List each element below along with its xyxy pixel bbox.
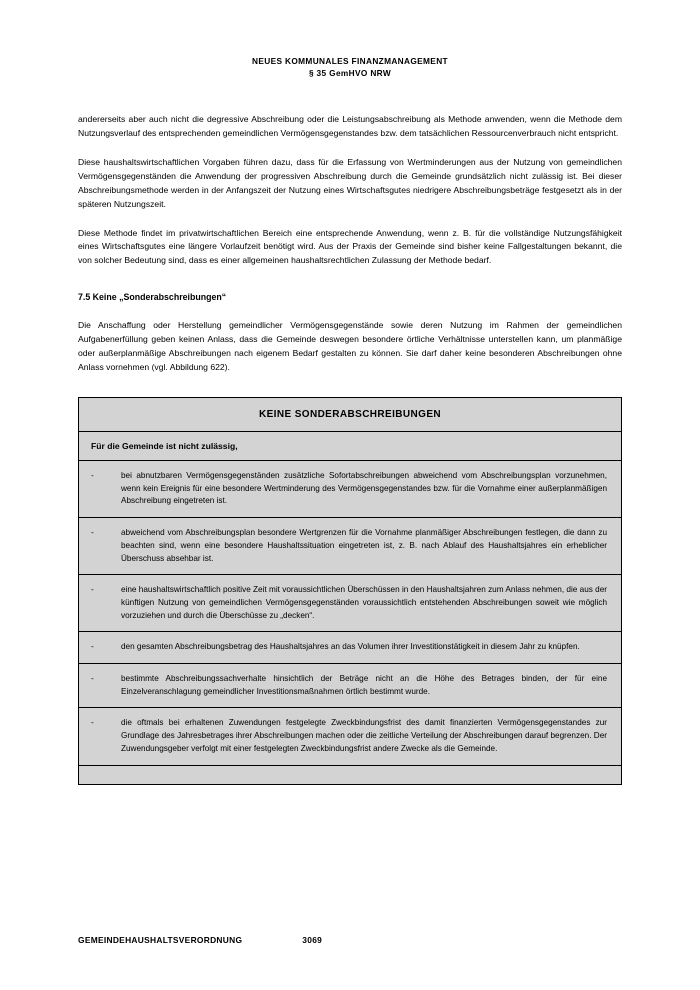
list-item <box>79 575 621 632</box>
figure-subtitle: Für die Gemeinde ist nicht zulässig, <box>79 432 621 461</box>
figure-title: KEINE SONDERABSCHREIBUNGEN <box>79 398 621 432</box>
list-item <box>79 461 621 518</box>
list-item <box>79 664 621 708</box>
document-header <box>78 55 622 79</box>
bullet-marker: - <box>91 642 94 652</box>
figure-bottom-spacer <box>79 766 621 784</box>
section-heading: 7.5 Keine „Sonderabschreibungen“ <box>78 292 227 303</box>
list-item <box>79 518 621 575</box>
paragraph-4: Die Anschaffung oder Herstellung gemeindlicher Vermögensgegenstände sowie deren Nutzung im Rahmen der gemeindlichen Aufgabenerfüllung geben keinen Anlass, dass die Gemeinde deswegen besondere örtliche Verhältnisse unterstellen kann, um planmäßige oder außerplanmäßige Abschreibungen nach eigenem Bedarf gestalten zu können. Sie darf daher keine besonderen Abschreibungen ohne Anlass vornehmen (vgl. Abbildung 622). <box>78 320 622 373</box>
paragraph-2: Diese haushaltswirtschaftlichen Vorgaben führen dazu, dass für die Erfassung von Wertminderungen aus der Nutzung von gemeindlichen Vermögensgegenständen die Anwendung der progressiven Abschreibung durch die Gemeinde grundsätzlich nicht zulässig ist. Bei dieser Abschreibungsmethode werden in der Anfangszeit der Nutzung eines Wirtschaftsgutes niedrigere Abschreibungsbeträge festgesetzt als in der späteren Nutzungszeit. <box>78 156 622 209</box>
header-line-1: NEUES KOMMUNALES FINANZMANAGEMENT <box>252 56 448 66</box>
list-item-text: abweichend vom Abschreibungsplan besondere Wertgrenzen für die Vornahme planmäßiger Abschreibungen festlegen, die dann zu beachten sind, wenn eine besondere Haushaltssituation eingetreten ist, z. B. nach Ablauf des Haushaltsjahres ein erheblicher Überschuss absehbar ist. <box>121 528 607 563</box>
bullet-marker: - <box>91 471 94 481</box>
bullet-marker: - <box>91 528 94 538</box>
list-item <box>79 708 621 765</box>
list-item-text: bei abnutzbaren Vermögensgegenständen zusätzliche Sofortabschreibungen abweichend vom Abschreibungsplan vorzunehmen, wenn kein Ereignis für eine besondere Wertminderung des Vermögensgegenstandes bzw. für die Vornahme einer außerplanmäßigen Abschreibung eingetreten ist. <box>121 471 607 506</box>
page-number: 3069 <box>302 935 323 945</box>
footer-label: GEMEINDEHAUSHALTSVERORDNUNG <box>78 935 243 945</box>
header-line-2: § 35 GemHVO NRW <box>308 68 392 79</box>
paragraph-1: andererseits aber auch nicht die degressive Abschreibung oder die Leistungsabschreibung als Methode anwenden, wenn die Methode dem Nutzungsverlauf des entsprechenden gemeindlichen Vermögensgegenstandes bzw. dem tatsächlichen Ressourcenverbrauch nicht entspricht. <box>78 114 622 138</box>
list-item-text: bestimmte Abschreibungssachverhalte hinsichtlich der Beträge nicht an die Höhe des Betrages binden, der für eine Einzelveranschlagung gemeindlicher Investitionsmaßnahmen örtlich bestimmt wurde. <box>121 674 607 696</box>
list-item-text: eine haushaltswirtschaftlich positive Zeit mit voraussichtlichen Überschüssen in den Haushaltsjahren zum Anlass nehmen, die aus der künftigen Nutzung von gemeindlichen Vermögensgegenständen voraussichtlich entstehenden Abschreibungen soweit wie möglich vorzuziehen und durch die Überschüsse zu „decken“. <box>121 585 607 620</box>
bullet-marker: - <box>91 674 94 684</box>
bullet-marker: - <box>91 718 94 728</box>
list-item-text: den gesamten Abschreibungsbetrag des Haushaltsjahres an das Volumen ihrer Investitionstätigkeit in diesem Jahr zu knüpfen. <box>121 642 580 652</box>
document-footer <box>78 935 622 945</box>
list-item-text: die oftmals bei erhaltenen Zuwendungen festgelegte Zweckbindungsfrist des damit finanzierten Vermögensgegenstandes zur Grundlage des Jahresbetrages ihrer Abschreibungen machen oder die zeitliche Verteilung der Abschreibungen darauf begrenzen. Der Zuwendungsgeber verfolgt mit einer festgelegten Zweckbindungsfrist andere Zwecke als die Gemeinde. <box>121 718 607 753</box>
figure-box <box>78 397 622 785</box>
list-item <box>79 632 621 664</box>
bullet-marker: - <box>91 585 94 595</box>
paragraph-3: Diese Methode findet im privatwirtschaftlichen Bereich eine entsprechende Anwendung, wenn z. B. für die vollständige Nutzungsfähigkeit eines Wirtschaftsgutes eine längere Vorlaufzeit benötigt wird. Aus der Praxis der Gemeinde sind bisher keine Fallgestaltungen bekannt, die von solcher Bedeutung sind, dass es einer allgemeinen haushaltsrechtlichen Zulassung der Methode bedarf. <box>78 227 622 266</box>
